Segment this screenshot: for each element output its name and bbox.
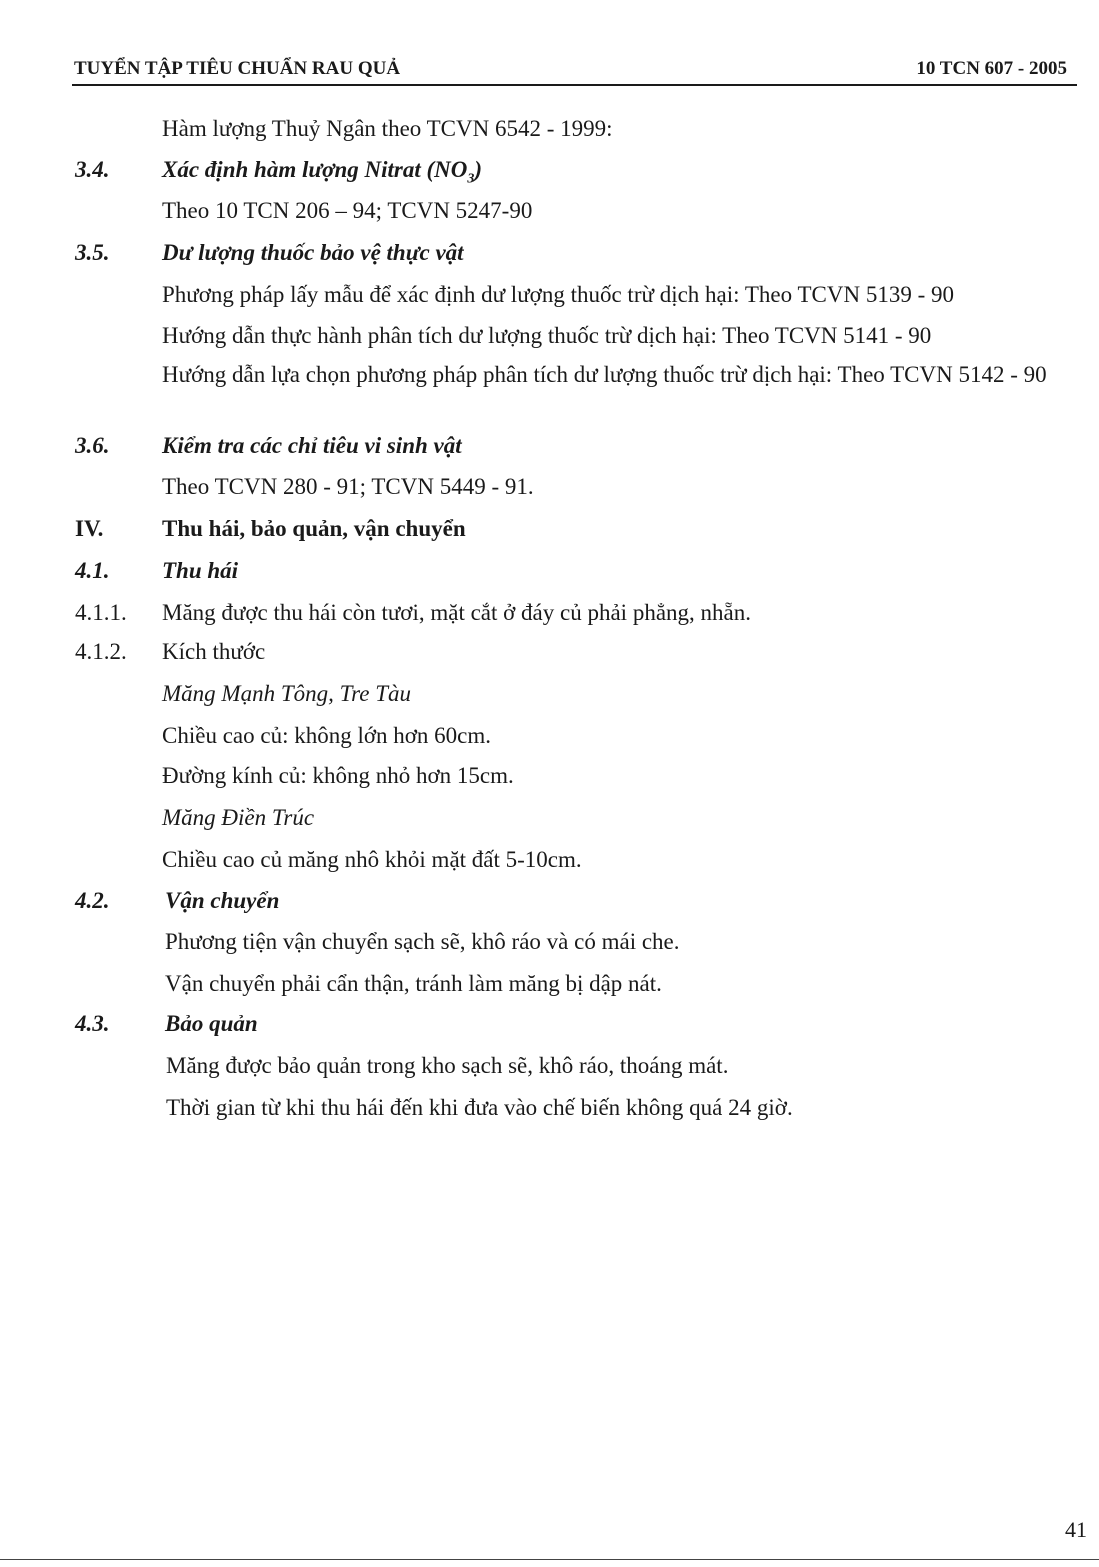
line-text: Chiều cao củ măng nhô khỏi mặt đất 5-10cm. (162, 847, 582, 872)
section-number: 4.1. (75, 558, 110, 583)
variety-name: Măng Mạnh Tông, Tre Tàu (162, 681, 411, 706)
subheading-line (0, 801, 1099, 835)
line-text: Phương tiện vận chuyển sạch sẽ, khô ráo và có mái che. (165, 929, 680, 954)
line-text: Vận chuyển phải cẩn thận, tránh làm măng bị dập nát. (165, 971, 662, 996)
chapter-title: Thu hái, bảo quản, vận chuyển (162, 516, 466, 541)
body-line (0, 194, 1099, 228)
section-heading (0, 1007, 1099, 1041)
line-text: Hướng dẫn lựa chọn phương pháp phân tích dư lượng thuốc trừ dịch hại: Theo TCVN 5142 - 90 (162, 362, 1047, 387)
item-number: 4.1.1. (75, 600, 127, 625)
body-line (0, 719, 1099, 753)
chapter-number: IV. (75, 516, 104, 541)
body-line (0, 361, 1099, 421)
section-heading (0, 236, 1099, 270)
section-number: 4.3. (75, 1011, 110, 1036)
numbered-item (0, 596, 1099, 630)
header-title: TUYỂN TẬP TIÊU CHUẨN RAU QUẢ (74, 58, 401, 79)
section-heading (0, 429, 1099, 463)
line-text: Hướng dẫn thực hành phân tích dư lượng thuốc trừ dịch hại: Theo TCVN 5141 - 90 (162, 323, 932, 348)
body-line (0, 843, 1099, 877)
body-line (0, 925, 1099, 959)
numbered-item (0, 635, 1099, 669)
body-line (0, 759, 1099, 793)
section-heading (0, 884, 1099, 918)
item-text: Kích thước (162, 639, 266, 664)
section-number: 3.5. (75, 240, 110, 265)
section-title: Xác định hàm lượng Nitrat $(NO_3)$ (162, 157, 483, 187)
section-heading (0, 554, 1099, 588)
line-text: Hàm lượng Thuỷ Ngân theo TCVN 6542 - 1999: (162, 116, 613, 141)
line-text: Phương pháp lấy mẫu để xác định dư lượng thuốc trừ dịch hại: Theo TCVN 5139 - 90 (162, 282, 954, 307)
section-heading (0, 153, 1099, 187)
section-title: Dư lượng thuốc bảo vệ thực vật (162, 240, 464, 265)
item-text: Măng được thu hái còn tươi, mặt cắt ở đáy củ phải phẳng, nhẵn. (162, 600, 751, 625)
subheading-line (0, 677, 1099, 711)
line-text: Theo 10 TCN 206 – 94; TCVN 5247-90 (162, 198, 533, 223)
body-line (0, 319, 1099, 353)
line-text: Theo TCVN 280 - 91; TCVN 5449 - 91. (162, 474, 534, 499)
item-number: 4.1.2. (75, 639, 127, 664)
header-standard-code: 10 TCN 607 - 2005 (916, 58, 1067, 79)
bottom-rule (0, 1559, 1099, 1560)
line-text: Thời gian từ khi thu hái đến khi đưa vào chế biến không quá 24 giờ. (166, 1095, 793, 1120)
body-line (0, 1049, 1099, 1083)
body-line (0, 470, 1099, 504)
variety-name: Măng Điền Trúc (162, 805, 315, 830)
section-number: 3.6. (75, 433, 110, 458)
chapter-heading (0, 512, 1099, 546)
body-line (0, 278, 1099, 312)
page-number: 41 (1065, 1517, 1087, 1542)
section-number: 3.4. (75, 157, 110, 182)
line-text: Chiều cao củ: không lớn hơn 60cm. (162, 723, 492, 748)
section-title: Vận chuyển (165, 888, 280, 913)
section-number: 4.2. (75, 888, 110, 913)
section-title: Bảo quản (165, 1011, 258, 1036)
body-line (0, 1091, 1099, 1125)
body-line (0, 112, 1099, 146)
section-title: Thu hái (162, 558, 239, 583)
body-line (0, 967, 1099, 1001)
line-text: Đường kính củ: không nhỏ hơn 15cm. (162, 763, 514, 788)
line-text: Măng được bảo quản trong kho sạch sẽ, khô ráo, thoáng mát. (166, 1053, 729, 1078)
section-title: Kiểm tra các chỉ tiêu vi sinh vật (162, 433, 462, 458)
